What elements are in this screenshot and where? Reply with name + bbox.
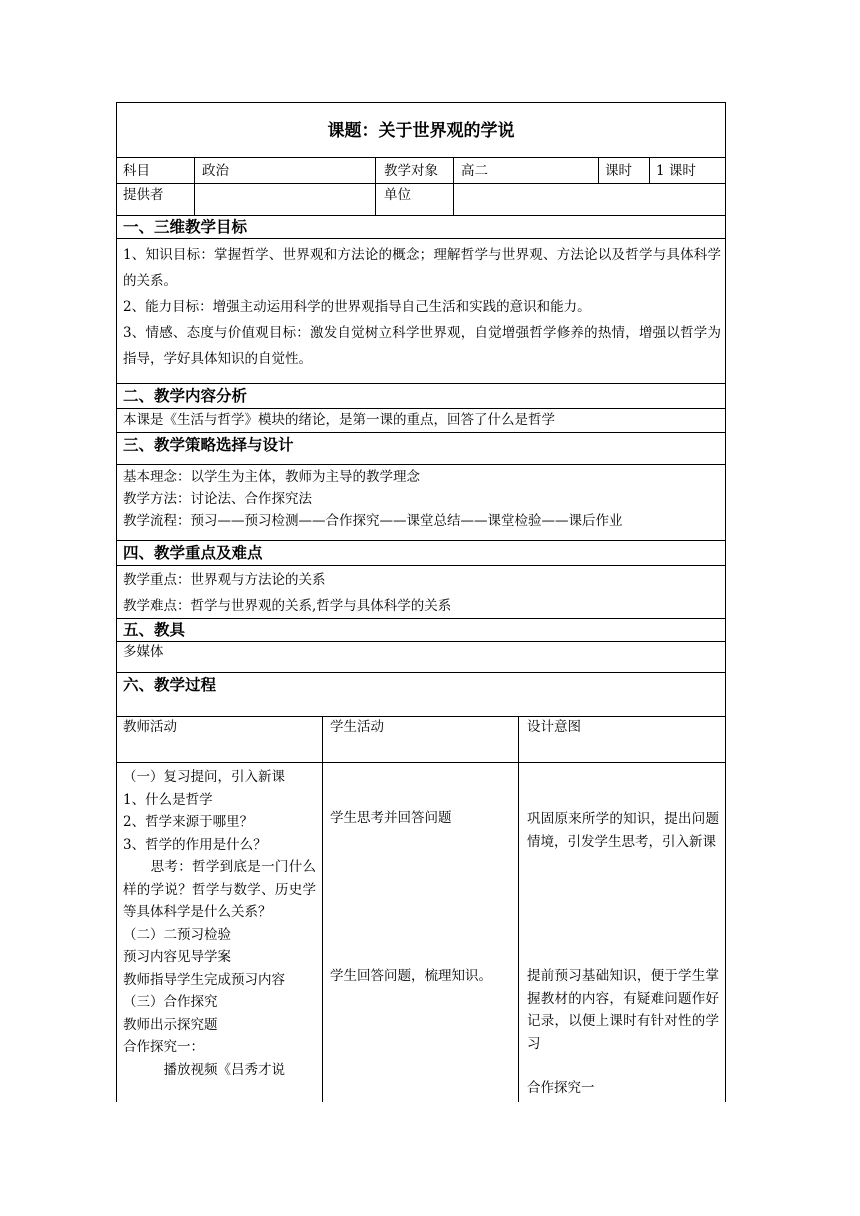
col-divider (322, 716, 323, 1102)
teacher-line: 合作探究一： (123, 1039, 204, 1055)
intent-1: 巩固原来所学的知识，提出问题情境，引发学生思考，引入新课 (527, 811, 719, 850)
subject-value: 政治 (202, 163, 229, 179)
section-heading-process: 六、教学过程 (123, 676, 217, 694)
unit-label: 单位 (384, 187, 411, 203)
target-value: 高二 (461, 163, 488, 179)
strategy-flow: 教学流程：预习——预习检测——合作探究——课堂总结——课堂检验——课后作业 (123, 513, 623, 529)
teacher-activities (123, 766, 316, 1081)
col-divider (649, 157, 650, 183)
teacher-line: （三）合作探究 (123, 994, 218, 1010)
section-heading-objectives: 一、三维教学目标 (123, 218, 248, 236)
objective-knowledge: 1、知识目标：掌握哲学、世界观和方法论的概念；理解哲学与世界观、方法论以及哲学与具体科学的关系。 (123, 247, 721, 289)
strategy-method: 教学方法：讨论法、合作探究法 (123, 491, 312, 507)
hours-value: 1 课时 (656, 163, 696, 179)
teacher-line: 3、哲学的作用是什么？ (123, 836, 267, 853)
row-divider (116, 238, 726, 239)
student-activity-2: 学生回答问题，梳理知识。 (330, 968, 492, 984)
content-analysis-text: 本课是《生活与哲学》模块的绪论，是第一课的重点，回答了什么是哲学 (123, 412, 555, 428)
section-heading-content: 二、教学内容分析 (123, 387, 248, 405)
col-divider (194, 157, 195, 215)
row-divider (116, 464, 726, 465)
row-divider (116, 383, 726, 384)
row-divider (116, 540, 726, 541)
section-heading-key-points: 四、教学重点及难点 (123, 544, 263, 562)
teacher-line: （二）二预习检验 (123, 926, 231, 943)
objective-attitude: 3、情感、态度与价值观目标：激发自觉树立科学世界观，自觉增强哲学修养的热情，增强以哲学为指导，学好具体知识的自觉性。 (123, 325, 721, 367)
hours-label: 课时 (605, 163, 632, 179)
teacher-line: 教师指导学生完成预习内容 (123, 971, 285, 988)
difficult-point-text: 教学难点：哲学与世界观的关系,哲学与具体科学的关系 (123, 598, 452, 614)
process-header-student: 学生活动 (330, 719, 384, 735)
strategy-concept: 基本理念：以学生为主体，教师为主导的教学理念 (123, 469, 420, 485)
col-divider (453, 157, 454, 215)
tools-text: 多媒体 (123, 644, 164, 660)
teacher-line: 2、哲学来源于哪里？ (123, 814, 254, 830)
objective-ability: 2、能力目标：增强主动运用科学的世界观指导自己生活和实践的意识和能力。 (123, 299, 591, 315)
teacher-line: 预习内容见导学案 (123, 949, 231, 965)
col-divider (375, 157, 376, 215)
student-activity-1: 学生思考并回答问题 (330, 810, 452, 826)
table-border-left (116, 102, 117, 1102)
provider-label: 提供者 (123, 187, 164, 203)
col-divider (598, 157, 599, 183)
row-divider (116, 183, 726, 184)
row-divider (116, 762, 726, 763)
row-divider (116, 565, 726, 566)
intent-2: 提前预习基础知识，便于学生掌握教材的内容，有疑难问题作好记录，以便上课时有针对性的学习 (527, 968, 719, 1052)
process-header-teacher: 教师活动 (123, 719, 177, 735)
teacher-line: 播放视频《吕秀才说 (123, 1061, 285, 1078)
teacher-line: 教师出示探究题 (123, 1016, 218, 1033)
row-divider (116, 157, 726, 158)
row-divider (116, 672, 726, 673)
subject-label: 科目 (123, 163, 150, 179)
col-divider (518, 716, 519, 1102)
row-divider (116, 618, 726, 619)
intent-3: 合作探究一 (527, 1080, 595, 1096)
teacher-line: 1、什么是哲学 (123, 791, 213, 808)
key-point-text: 教学重点：世界观与方法论的关系 (123, 572, 326, 588)
target-label: 教学对象 (384, 163, 438, 179)
section-heading-strategy: 三、教学策略选择与设计 (123, 436, 294, 454)
row-divider (116, 641, 726, 642)
table-border-top (116, 102, 726, 103)
table-border-right (725, 102, 726, 1102)
teacher-line: 思考：哲学到底是一门什么样的学说？哲学与数学、历史学等具体科学是什么关系？ (123, 859, 316, 920)
page-title: 课题：关于世界观的学说 (327, 121, 515, 141)
process-header-intent: 设计意图 (527, 719, 581, 735)
teacher-line: （一）复习提问，引入新课 (123, 769, 285, 785)
row-divider (116, 716, 726, 717)
row-divider (116, 432, 726, 433)
section-heading-tools: 五、教具 (123, 621, 186, 639)
